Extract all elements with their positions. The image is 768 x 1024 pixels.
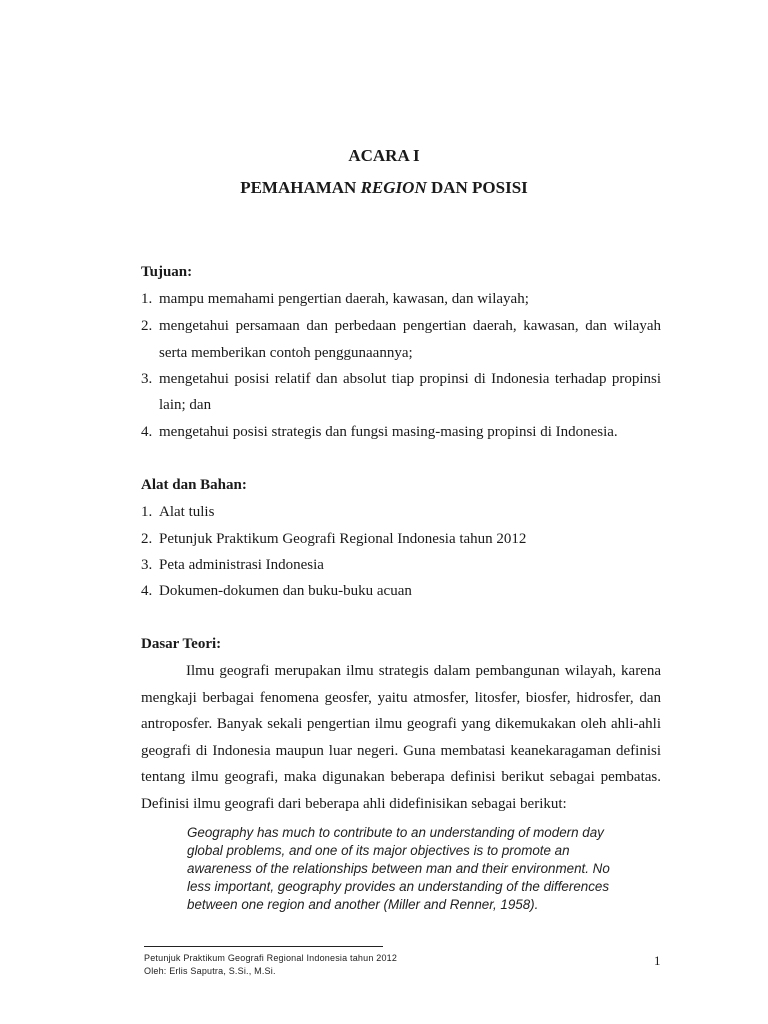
footer-document-title: Petunjuk Praktikum Geografi Regional Indonesia tahun 2012 xyxy=(144,953,398,963)
subtitle-part-1: PEMAHAMAN xyxy=(240,178,361,197)
list-item xyxy=(141,370,661,388)
paragraph-line: Definisi ilmu geografi dari beberapa ahli didefinisikan sebagai berikut: xyxy=(141,796,567,812)
list-item xyxy=(141,530,661,548)
list-item xyxy=(141,503,661,521)
quote-line: global problems, and one of its major objectives is to promote an xyxy=(187,843,570,858)
page-subtitle xyxy=(0,178,768,198)
list-text: mengetahui posisi relatif dan absolut tiap propinsi di Indonesia terhadap propinsi xyxy=(159,371,661,387)
quote-line: awareness of the relationships between man and their environment. No xyxy=(187,861,610,876)
list-text: mengetahui persamaan dan perbedaan pengertian daerah, kawasan, dan wilayah xyxy=(159,318,661,334)
list-text: mengetahui posisi strategis dan fungsi masing-masing propinsi di Indonesia. xyxy=(159,424,618,440)
list-text: Peta administrasi Indonesia xyxy=(159,557,324,573)
list-item xyxy=(141,582,661,600)
quote-line: Geography has much to contribute to an understanding of modern day xyxy=(187,825,604,840)
subtitle-part-2: DAN POSISI xyxy=(426,178,528,197)
list-text: Alat tulis xyxy=(159,504,215,520)
section-heading-alat: Alat dan Bahan: xyxy=(141,477,247,493)
list-number: 1. xyxy=(141,504,153,520)
list-number: 3. xyxy=(141,371,153,387)
list-item-continuation: lain; dan xyxy=(159,397,212,413)
list-number: 2. xyxy=(141,531,153,547)
list-number: 4. xyxy=(141,424,153,440)
list-item xyxy=(141,317,661,335)
list-number: 4. xyxy=(141,583,153,599)
list-item xyxy=(141,556,661,574)
page-title: ACARA I xyxy=(348,146,420,165)
list-text: mampu memahami pengertian daerah, kawasan, dan wilayah; xyxy=(159,291,529,307)
subtitle-italic-word: REGION xyxy=(360,178,427,197)
page-number: 1 xyxy=(654,953,661,968)
paragraph-line: antroposfer. Banyak sekali pengertian ilmu geografi yang dikemukakan oleh ahli-ahli xyxy=(141,716,661,732)
footer-author: Oleh: Erlis Saputra, S.Si., M.Si. xyxy=(144,966,276,976)
footer-divider xyxy=(144,946,383,947)
paragraph-line: geografi di Indonesia maupun luar negeri. Guna membatasi keanekaragaman definisi xyxy=(141,743,661,759)
section-heading-tujuan: Tujuan: xyxy=(141,264,193,280)
list-item xyxy=(141,423,661,441)
paragraph-line: Ilmu geografi merupakan ilmu strategis dalam pembangunan wilayah, karena xyxy=(186,663,661,679)
list-text: Petunjuk Praktikum Geografi Regional Indonesia tahun 2012 xyxy=(159,531,527,547)
list-item xyxy=(141,290,661,308)
section-heading-dasar-teori: Dasar Teori: xyxy=(141,636,222,652)
list-text: Dokumen-dokumen dan buku-buku acuan xyxy=(159,583,412,599)
quote-line: between one region and another (Miller and Renner, 1958). xyxy=(187,897,539,912)
paragraph-line: tentang ilmu geografi, maka digunakan beberapa definisi berikut sebagai pembatas. xyxy=(141,769,661,785)
list-number: 2. xyxy=(141,318,153,334)
list-number: 3. xyxy=(141,557,153,573)
list-number: 1. xyxy=(141,291,153,307)
quote-line: less important, geography provides an understanding of the differences xyxy=(187,879,610,894)
list-item-continuation: serta memberikan contoh penggunaannya; xyxy=(159,345,413,361)
paragraph-line: mengkaji berbagai fenomena geosfer, yaitu atmosfer, litosfer, biosfer, hidrosfer, dan xyxy=(141,690,661,706)
